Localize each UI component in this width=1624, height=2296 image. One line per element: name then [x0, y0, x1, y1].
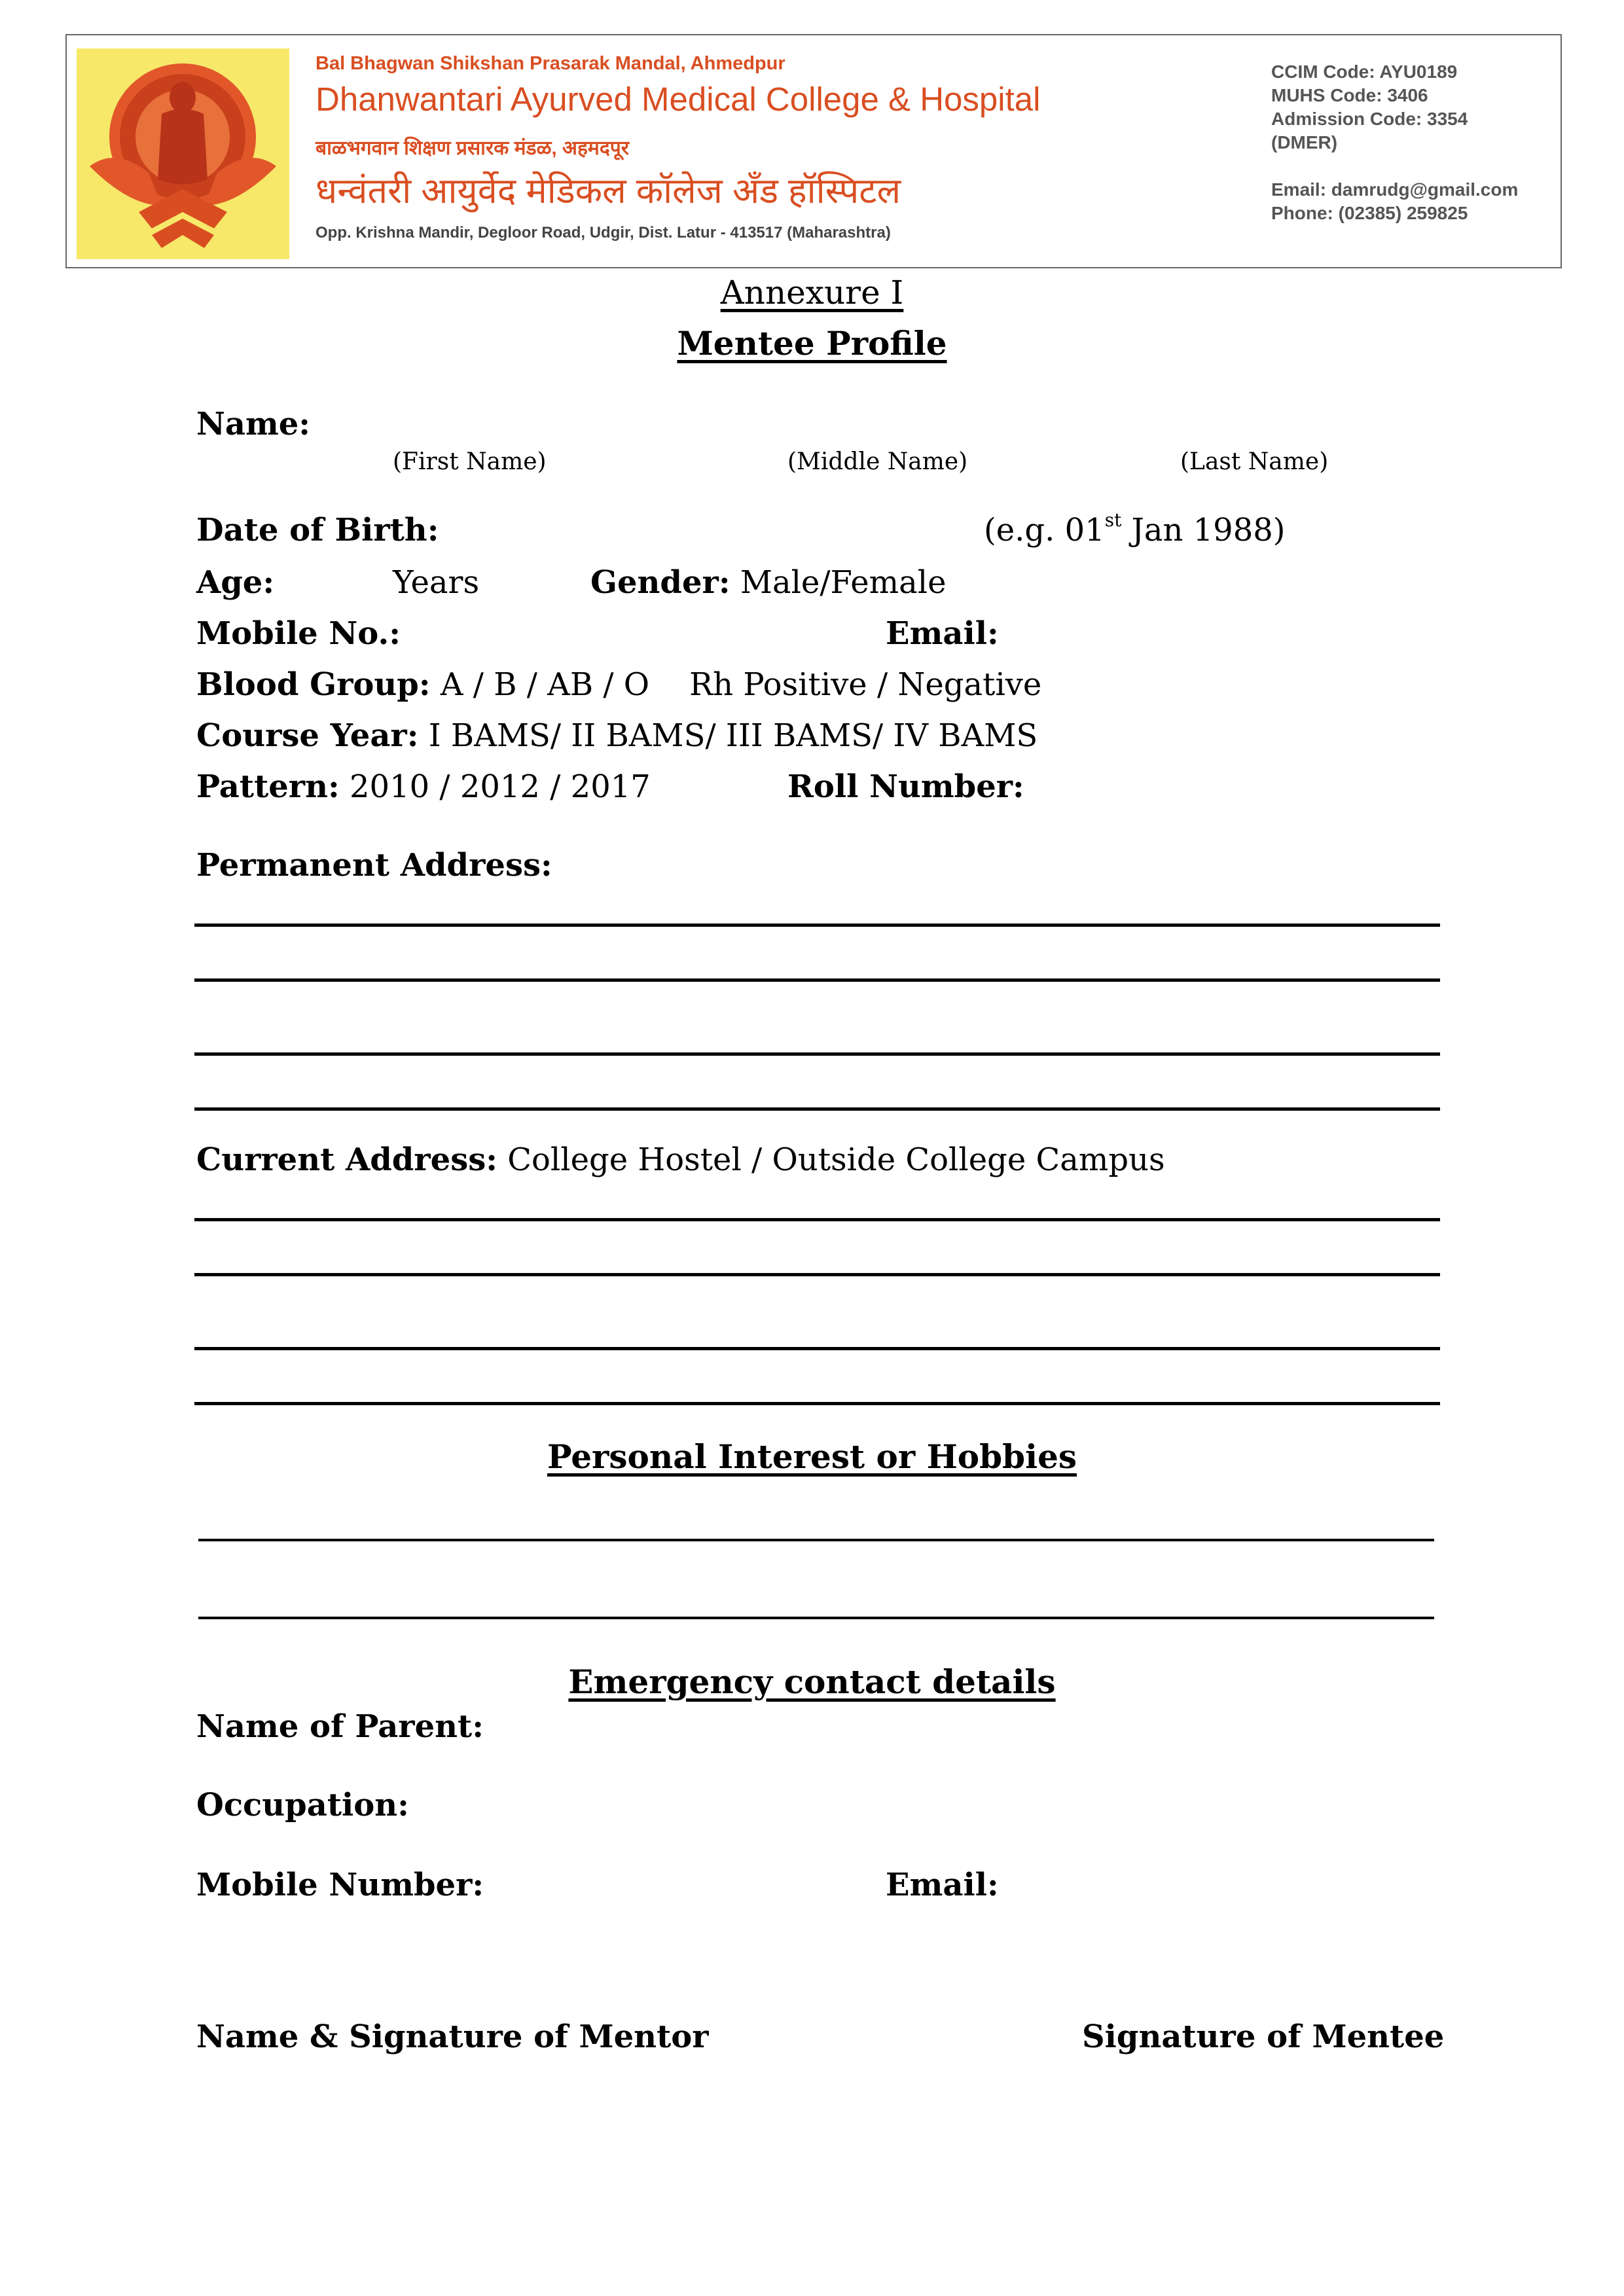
current-address-field: Current Address: College Hostel / Outside College Campus — [196, 1141, 1165, 1178]
age-label: Age: — [196, 564, 275, 601]
middle-name-hint: (Middle Name) — [787, 448, 968, 475]
name-label: Name: — [196, 406, 311, 442]
permanent-address-line[interactable] — [194, 1052, 1440, 1056]
header-email: Email: damrudg@gmail.com — [1271, 179, 1519, 200]
email-label: Email: — [886, 615, 999, 652]
current-address-line[interactable] — [194, 1218, 1440, 1221]
hobbies-line[interactable] — [198, 1539, 1434, 1541]
first-name-hint: (First Name) — [393, 448, 547, 475]
current-address-line[interactable] — [194, 1273, 1440, 1276]
last-name-hint: (Last Name) — [1180, 448, 1329, 475]
permanent-address-line[interactable] — [194, 978, 1440, 982]
dmer-label: (DMER) — [1271, 132, 1338, 152]
admission-code: Admission Code: 3354 — [1271, 109, 1468, 129]
current-address-line[interactable] — [194, 1402, 1440, 1405]
emergency-email-label: Email: — [886, 1867, 999, 1903]
emergency-heading: Emergency contact details — [568, 1662, 1056, 1701]
mentee-signature-label: Signature of Mentee — [1082, 2018, 1445, 2055]
ccim-code: CCIM Code: AYU0189 — [1271, 62, 1458, 82]
dob-label: Date of Birth: — [196, 512, 439, 548]
header-phone: Phone: (02385) 259825 — [1271, 203, 1468, 223]
course-year-field: Course Year: I BAMS/ II BAMS/ III BAMS/ IV BAMS — [196, 717, 1038, 754]
hobbies-heading: Personal Interest or Hobbies — [547, 1437, 1077, 1476]
hobbies-line[interactable] — [198, 1617, 1434, 1619]
muhs-code: MUHS Code: 3406 — [1271, 85, 1428, 105]
occupation-label: Occupation: — [196, 1787, 409, 1823]
mobile-label: Mobile No.: — [196, 615, 401, 652]
society-name-english: Bal Bhagwan Shikshan Prasarak Mandal, Ahmedpur — [316, 53, 785, 74]
roll-number-label: Roll Number: — [787, 768, 1024, 805]
pattern-field: Pattern: 2010 / 2012 / 2017 — [196, 768, 651, 805]
dob-example: (e.g. 01st Jan 1988) — [984, 509, 1286, 548]
college-address: Opp. Krishna Mandir, Degloor Road, Udgir, Dist. Latur - 413517 (Maharashtra) — [316, 224, 891, 242]
emergency-mobile-label: Mobile Number: — [196, 1867, 484, 1903]
permanent-address-line[interactable] — [194, 1107, 1440, 1111]
college-name-marathi: धन्वंतरी आयुर्वेद मेडिकल कॉलेज अँड हॉस्पिटल — [316, 171, 901, 211]
blood-group-field: Blood Group: A / B / AB / O — [196, 666, 650, 703]
mentor-signature-label: Name & Signature of Mentor — [196, 2018, 709, 2055]
age-years-unit: Years — [393, 564, 480, 601]
permanent-address-line[interactable] — [194, 924, 1440, 927]
letterhead — [65, 34, 1562, 268]
annexure-title: Annexure I — [720, 274, 904, 312]
society-name-marathi: बाळभगवान शिक्षण प्रसारक मंडळ, अहमदपूर — [316, 137, 630, 159]
rh-factor-options: Rh Positive / Negative — [689, 666, 1042, 703]
college-logo — [77, 48, 289, 259]
college-name-english: Dhanwantari Ayurved Medical College & Hospital — [316, 81, 1041, 118]
permanent-address-label: Permanent Address: — [196, 847, 552, 884]
page-title: Mentee Profile — [677, 324, 947, 363]
gender-field: Gender: Male/Female — [590, 564, 947, 601]
parent-name-label: Name of Parent: — [196, 1708, 484, 1745]
current-address-line[interactable] — [194, 1347, 1440, 1350]
